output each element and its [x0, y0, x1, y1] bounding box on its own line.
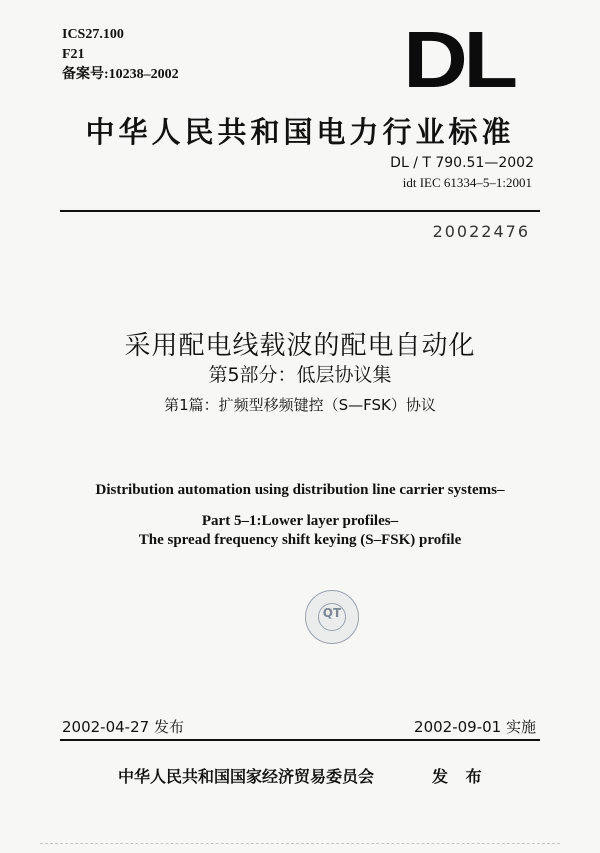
classification-code: F21	[62, 47, 85, 62]
cn-part-title: 第5部分：低层协议集	[208, 364, 392, 386]
scan-edge-line	[40, 843, 560, 844]
footer-divider	[60, 739, 540, 741]
issue-label: 发 布	[432, 767, 488, 786]
dl-logo: DL	[403, 15, 514, 104]
en-title-line2: Part 5–1:Lower layer profiles–	[201, 513, 399, 529]
seal-mark: QT	[322, 606, 342, 620]
org-title: 中华人民共和国电力行业标准	[85, 115, 515, 149]
issuing-authority: 中华人民共和国国家经济贸易委员会	[118, 767, 375, 786]
ics-code: ICS27.100	[62, 27, 124, 42]
record-number: 备案号:10238–2002	[62, 67, 179, 82]
cn-main-title: 采用配电线载波的配电自动化	[124, 331, 476, 361]
quality-seal-icon	[305, 590, 359, 644]
publish-date: 2002-04-27 发布	[62, 718, 184, 736]
en-title-line1: Distribution automation using distribution line carrier systems–	[95, 482, 505, 498]
header-divider	[60, 210, 540, 212]
cn-section-title: 第1篇：扩频型移频键控（S—FSK）协议	[164, 396, 436, 414]
en-title-line3: The spread frequency shift keying (S–FSK) profile	[138, 532, 462, 548]
idt-reference: idt IEC 61334–5–1:2001	[402, 175, 532, 190]
registration-number: 20022476	[432, 222, 530, 241]
implement-date: 2002-09-01 实施	[414, 718, 536, 736]
standard-number: DL / T 790.51—2002	[390, 155, 534, 171]
